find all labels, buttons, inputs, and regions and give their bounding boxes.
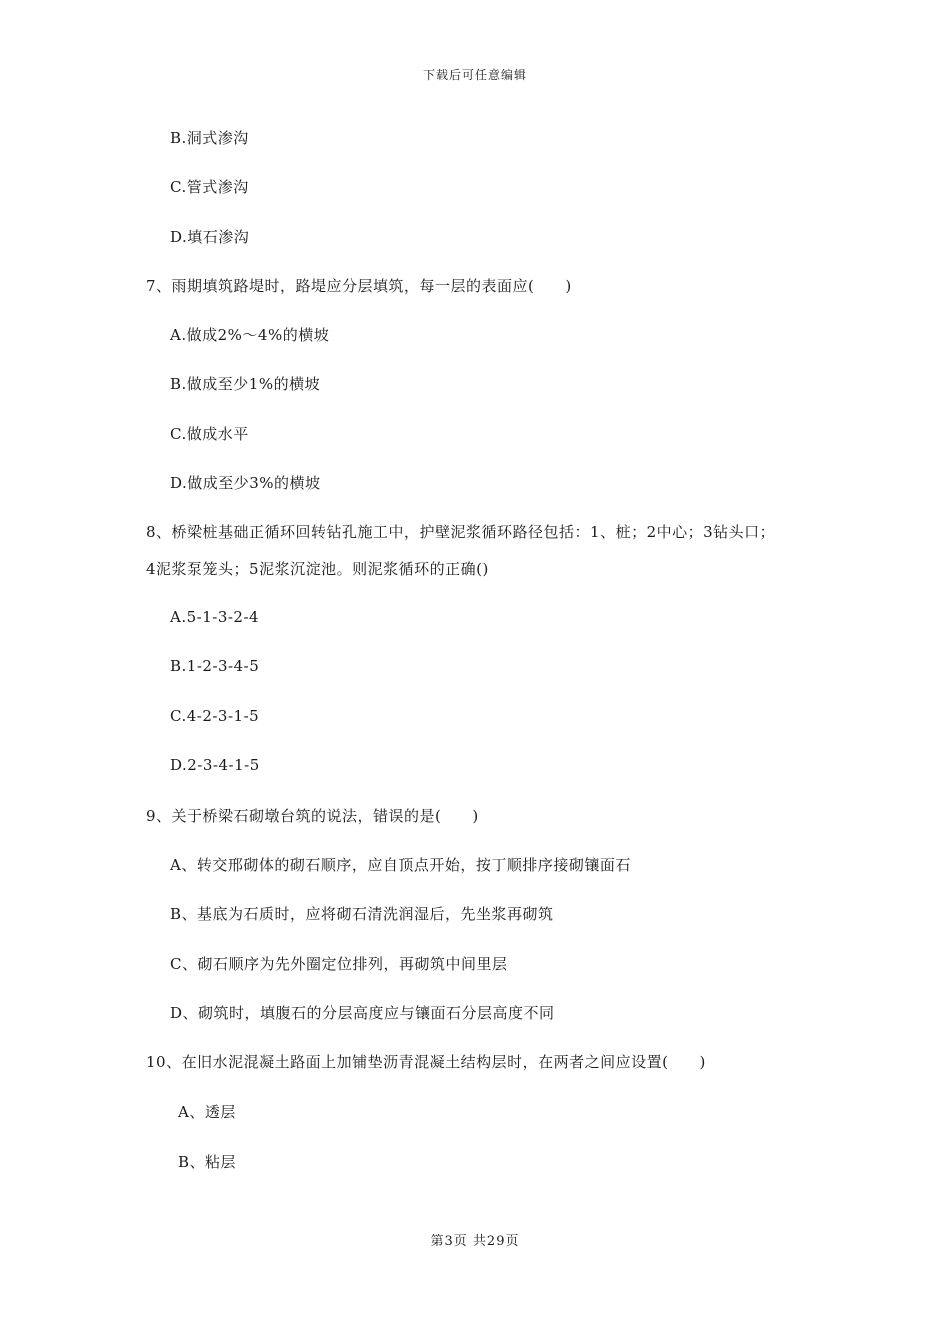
q7-option-b: B.做成至少1%的横坡 xyxy=(170,375,321,393)
q9-option-b: B、基底为石质时，应将砌石清洗润湿后，先坐浆再砌筑 xyxy=(170,905,554,923)
question-7-stem: 7、雨期填筑路堤时，路堤应分层填筑，每一层的表面应( ) xyxy=(146,277,572,295)
q9-option-a: A、转交邢砌体的砌石顺序，应自顶点开始，按丁顺排序接砌镶面石 xyxy=(170,856,631,874)
q8-option-a: A.5-1-3-2-4 xyxy=(170,608,260,626)
q8-option-c: C.4-2-3-1-5 xyxy=(170,707,260,725)
q8-option-b: B.1-2-3-4-5 xyxy=(170,657,260,675)
q9-option-c: C、砌石顺序为先外圈定位排列，再砌筑中间里层 xyxy=(170,955,508,973)
question-10-stem: 10、在旧水泥混凝土路面上加铺垫沥青混凝土结构层时，在两者之间应设置( ) xyxy=(146,1053,706,1071)
q10-option-b: B、粘层 xyxy=(178,1153,237,1171)
option-b-prev: B.洞式渗沟 xyxy=(170,129,249,147)
question-8-stem-line1: 8、桥梁桩基础正循环回转钻孔施工中，护壁泥浆循环路径包括：1、桩；2中心；3钻头口； xyxy=(146,523,776,541)
q7-option-a: A.做成2%～4%的横坡 xyxy=(170,326,330,344)
q8-option-d: D.2-3-4-1-5 xyxy=(170,756,260,774)
option-c-prev: C.管式渗沟 xyxy=(170,178,249,196)
option-d-prev: D.填石渗沟 xyxy=(170,228,250,246)
page-header: 下载后可任意编辑 xyxy=(422,68,527,82)
q7-option-c: C.做成水平 xyxy=(170,425,249,443)
question-8-stem-line2: 4泥浆泵笼头；5泥浆沉淀池。则泥浆循环的正确() xyxy=(146,560,489,578)
q9-option-d: D、砌筑时，填腹石的分层高度应与镶面石分层高度不同 xyxy=(170,1004,555,1022)
page-footer: 第3页 共29页 xyxy=(430,1234,520,1249)
question-9-stem: 9、关于桥梁石砌墩台筑的说法，错误的是( ) xyxy=(146,807,479,825)
q10-option-a: A、透层 xyxy=(178,1103,236,1121)
q7-option-d: D.做成至少3%的横坡 xyxy=(170,474,321,492)
